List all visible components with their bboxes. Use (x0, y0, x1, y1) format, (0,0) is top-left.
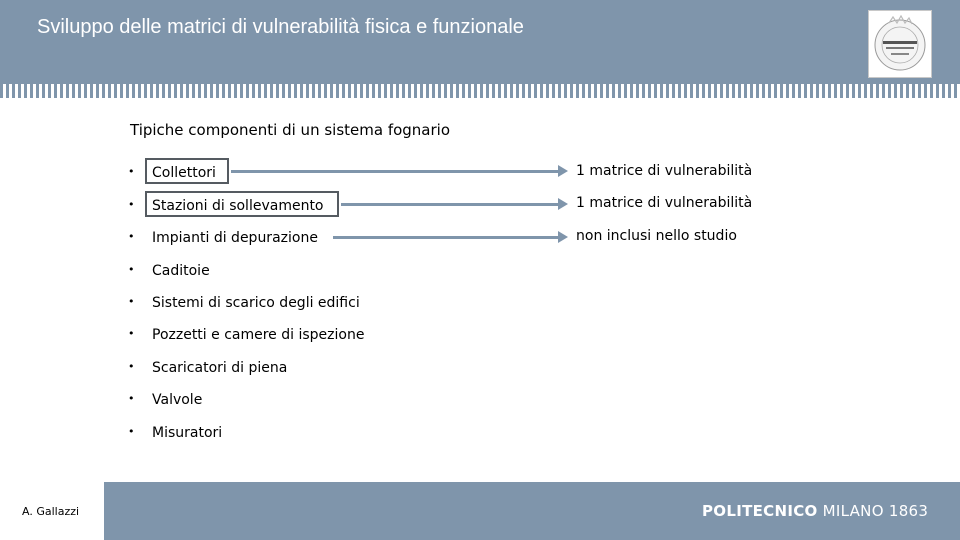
footer-bar (0, 482, 960, 540)
author-name: A. Gallazzi (22, 505, 80, 518)
arrow-collettori (231, 170, 559, 173)
bullet-dot: • (128, 425, 135, 438)
university-seal-icon (868, 10, 932, 78)
highlight-box-stazioni (145, 191, 339, 217)
bullet-label: Scaricatori di piena (152, 360, 288, 376)
brand-rest: MILANO 1863 (817, 502, 929, 520)
bullet-label: Impianti di depurazione (152, 230, 318, 246)
bullet-dot: • (128, 165, 135, 178)
result-impianti: non inclusi nello studio (576, 228, 737, 244)
bullet-label: Stazioni di sollevamento (152, 198, 324, 214)
arrow-stazioni (341, 203, 559, 206)
result-collettori: 1 matrice di vulnerabilità (576, 163, 753, 179)
highlight-box-collettori (145, 158, 229, 184)
bullet-label: Sistemi di scarico degli edifici (152, 295, 360, 311)
page-title: Sviluppo delle matrici di vulnerabilità fisica e funzionale (37, 16, 524, 38)
header-bar (0, 0, 960, 84)
bullet-label: Pozzetti e camere di ispezione (152, 327, 365, 343)
bullet-label: Misuratori (152, 425, 223, 441)
brand-logo (702, 502, 928, 520)
bullet-dot: • (128, 327, 135, 340)
bullet-dot: • (128, 295, 135, 308)
result-stazioni: 1 matrice di vulnerabilità (576, 195, 753, 211)
bullet-label: Caditoie (152, 263, 210, 279)
bullet-label: Valvole (152, 392, 203, 408)
ruler-divider (0, 84, 960, 98)
arrow-head-icon (558, 198, 568, 210)
arrow-head-icon (558, 165, 568, 177)
arrow-head-icon (558, 231, 568, 243)
bullet-dot: • (128, 263, 135, 276)
bullet-dot: • (128, 198, 135, 211)
brand-bold: POLITECNICO (702, 502, 818, 520)
author-box (0, 482, 104, 540)
bullet-dot: • (128, 392, 135, 405)
arrow-impianti (333, 236, 559, 239)
bullet-dot: • (128, 230, 135, 243)
bullet-dot: • (128, 360, 135, 373)
section-title: Tipiche componenti di un sistema fognario (130, 121, 451, 139)
bullet-label: Collettori (152, 165, 216, 181)
